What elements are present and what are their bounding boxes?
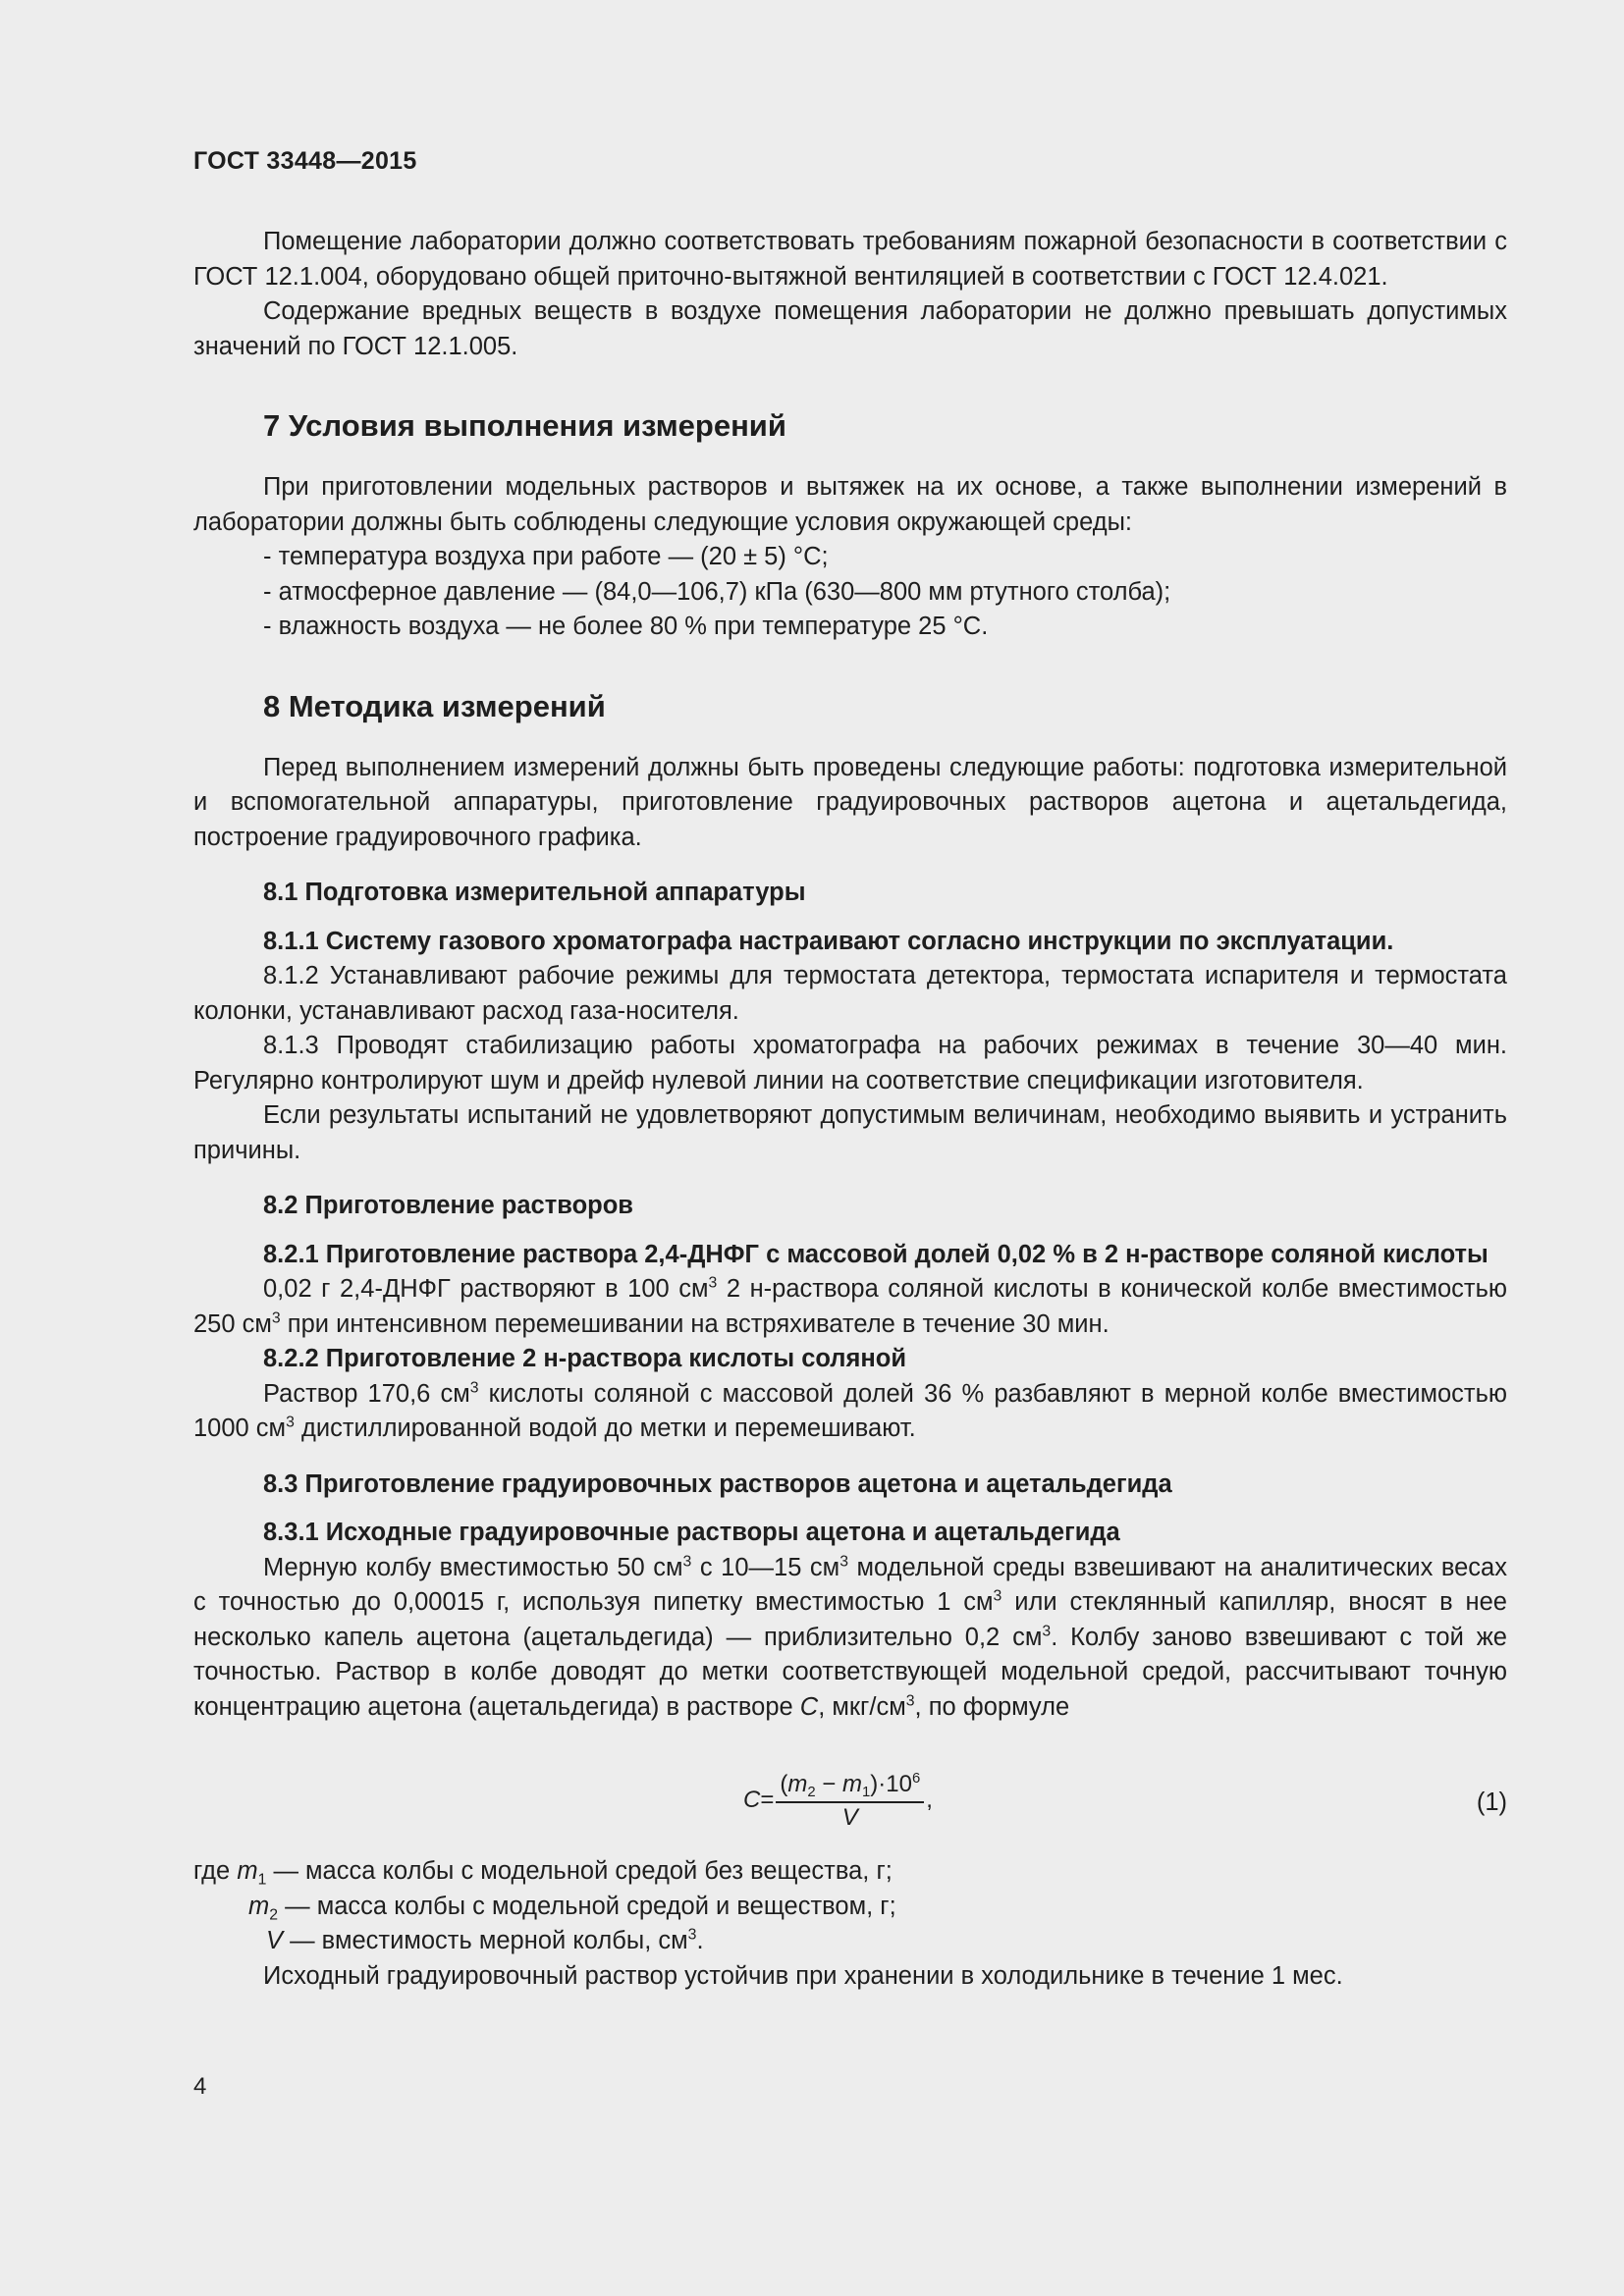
subsection-heading-8-1: 8.1 Подготовка измерительной аппаратуры bbox=[263, 879, 806, 906]
formula-1 bbox=[193, 1766, 1507, 1844]
formula-numerator: $(m_2 - m_1)\cdot 10^6$ bbox=[776, 1768, 924, 1803]
section-heading-8: 8 Методика измерений bbox=[263, 688, 606, 723]
paragraph: Исходный градуировочный раствор устойчив при хранении в холодильнике в течение 1 мес. bbox=[263, 1961, 1343, 1990]
document-body bbox=[193, 225, 1507, 1994]
clause-heading-8-2-1: 8.2.1 Приготовление раствора 2,4-ДНФГ с массовой долей 0,02 % в 2 н-растворе соляной кислоты bbox=[263, 1240, 1489, 1268]
legend-m2: $m_2$ — масса колбы с модельной средой и веществом, г; bbox=[248, 1892, 896, 1924]
page-number: 4 bbox=[193, 2073, 207, 2100]
doc-code-header: ГОСТ 33448—2015 bbox=[193, 147, 417, 175]
legend-m1: где $m_1$ — масса колбы с модельной средой без вещества, г; bbox=[193, 1857, 893, 1889]
section-heading-7: 7 Условия выполнения измерений bbox=[263, 408, 786, 443]
clause-8-1-1: 8.1.1 Систему газового хроматографа настраивают согласно инструкции по эксплуатации. bbox=[263, 927, 1394, 955]
clause-heading-8-2-2: 8.2.2 Приготовление 2 н-раствора кислоты соляной bbox=[263, 1345, 907, 1372]
list-item: - атмосферное давление — (84,0—106,7) кПа (630—800 мм ртутного столба); bbox=[263, 577, 1171, 606]
subsection-heading-8-2: 8.2 Приготовление растворов bbox=[263, 1192, 633, 1219]
formula-denominator: V bbox=[841, 1804, 858, 1831]
subsection-heading-8-3: 8.3 Приготовление градуировочных растворов ацетона и ацетальдегида bbox=[263, 1469, 1172, 1498]
paragraph: При приготовлении модельных растворов и вытяжек на их основе, а также выполнении измерений в лаборатории должны быть соблюдены следующие условия окружающей среды: bbox=[193, 473, 1507, 536]
clause-heading-8-3-1: 8.3.1 Исходные градуировочные растворы ацетона и ацетальдегида bbox=[263, 1519, 1120, 1546]
paragraph: Если результаты испытаний не удовлетворяют допустимым величинам, необходимо выявить и устранить причины. bbox=[193, 1101, 1507, 1164]
clause-8-3-1-text: Мерную колбу вместимостью 50 $см^3$ с 10—15 $см^3$ модельной среды взвешивают на аналитических весах с точностью до 0,00015 г, используя пипетку вместимостью 1 $см^3$ или стеклянный капилляр, вносят в нее несколько капель ацетона (ацетальдегида) — приблизительно 0,2 $см^3$. Колбу заново взвешивают с той же точностью. Раствор в колбе доводят до метки соответствующей модельной средой, рассчитывают точную концентрацию ацетона (ацетальдегида) в растворе С, мкг/$см^3$, по формуле bbox=[193, 1553, 1507, 1721]
clause-8-2-1-text: 0,02 г 2,4-ДНФГ растворяют в 100 $см^3$ 2 н-раствора соляной кислоты в конической колбе вместимостью 250 $см^3$ при интенсивном перемешивании на встряхивателе в течение 30 мин. bbox=[193, 1274, 1507, 1338]
paragraph: Содержание вредных веществ в воздухе помещения лаборатории не должно превышать допустимых значений по ГОСТ 12.1.005. bbox=[193, 297, 1507, 360]
formula-number: (1) bbox=[1476, 1789, 1507, 1816]
list-item: - влажность воздуха — не более 80 % при температуре 25 °С. bbox=[263, 613, 989, 640]
formula-legend bbox=[193, 1854, 1507, 1959]
formula-fraction bbox=[776, 1768, 924, 1833]
list-item: - температура воздуха при работе — (20 ± 5) °С; bbox=[263, 543, 829, 570]
clause-8-1-2: 8.1.2 Устанавливают рабочие режимы для термостата детектора, термостата испарителя и термостата колонки, устанавливают расход газа-носителя. bbox=[193, 962, 1507, 1025]
formula-expression: C = $\frac{(m_2 - m_1)\cdot 10^6}{V}$ , bbox=[743, 1768, 933, 1833]
clause-8-1-3: 8.1.3 Проводят стабилизацию работы хроматографа на рабочих режимах в течение 30—40 мин. Регулярно контролируют шум и дрейф нулевой линии на соответствие спецификации изготовителя. bbox=[193, 1032, 1507, 1095]
paragraph: Перед выполнением измерений должны быть проведены следующие работы: подготовка измерительной и вспомогательной аппаратуры, приготовление градуировочных растворов ацетона и ацетальдегида, построение градуировочного графика. bbox=[193, 753, 1507, 851]
clause-8-2-2-text: Раствор 170,6 $см^3$ кислоты соляной с массовой долей 36 % разбавляют в мерной колбе вместимостью 1000 $см^3$ дистиллированной водой до метки и перемешивают. bbox=[193, 1379, 1507, 1442]
legend-v: V — вместимость мерной колбы, $см^3$. bbox=[266, 1926, 704, 1954]
paragraph: Помещение лаборатории должно соответствовать требованиям пожарной безопасности в соответствии с ГОСТ 12.1.004, оборудовано общей приточно-вытяжной вентиляцией в соответствии с ГОСТ 12.4.021. bbox=[193, 228, 1507, 291]
